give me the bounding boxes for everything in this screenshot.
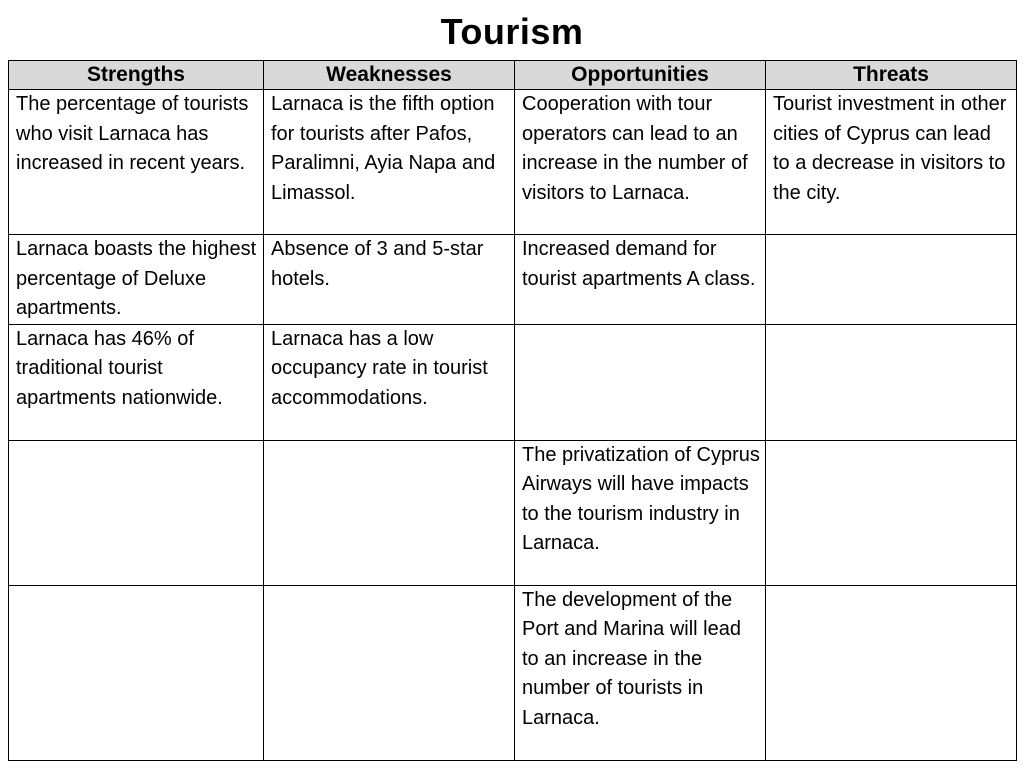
strength-cell: Larnaca has 46% of traditional tourist apartments nationwide.	[9, 324, 264, 440]
table-row	[9, 235, 1017, 325]
strength-cell: Larnaca boasts the highest percentage of Deluxe apartments.	[9, 235, 264, 325]
header-strengths: Strengths	[9, 61, 264, 90]
opportunity-cell	[515, 324, 766, 440]
header-row	[9, 61, 1017, 90]
table-row	[9, 90, 1017, 235]
weakness-cell: Larnaca has a low occupancy rate in tourist accommodations.	[264, 324, 515, 440]
strength-cell	[9, 440, 264, 585]
weakness-cell	[264, 440, 515, 585]
table-row	[9, 440, 1017, 585]
page-title: Tourism	[440, 11, 584, 52]
weakness-cell: Absence of 3 and 5-star hotels.	[264, 235, 515, 325]
table-row	[9, 585, 1017, 760]
strength-cell	[9, 585, 264, 760]
header-weaknesses: Weaknesses	[264, 61, 515, 90]
opportunity-cell: The development of the Port and Marina will lead to an increase in the number of tourists in Larnaca.	[515, 585, 766, 760]
threat-cell	[766, 585, 1017, 760]
opportunity-cell: The privatization of Cyprus Airways will have impacts to the tourism industry in Larnaca.	[515, 440, 766, 585]
threat-cell	[766, 235, 1017, 325]
threat-cell: Tourist investment in other cities of Cyprus can lead to a decrease in visitors to the city.	[766, 90, 1017, 235]
opportunity-cell: Increased demand for tourist apartments A class.	[515, 235, 766, 325]
strength-cell: The percentage of tourists who visit Larnaca has increased in recent years.	[9, 90, 264, 235]
header-threats: Threats	[766, 61, 1017, 90]
header-opportunities: Opportunities	[515, 61, 766, 90]
weakness-cell	[264, 585, 515, 760]
opportunity-cell: Cooperation with tour operators can lead to an increase in the number of visitors to Larnaca.	[515, 90, 766, 235]
weakness-cell: Larnaca is the fifth option for tourists after Pafos, Paralimni, Ayia Napa and Limassol.	[264, 90, 515, 235]
swot-table	[8, 60, 1017, 761]
threat-cell	[766, 324, 1017, 440]
threat-cell	[766, 440, 1017, 585]
table-row	[9, 324, 1017, 440]
